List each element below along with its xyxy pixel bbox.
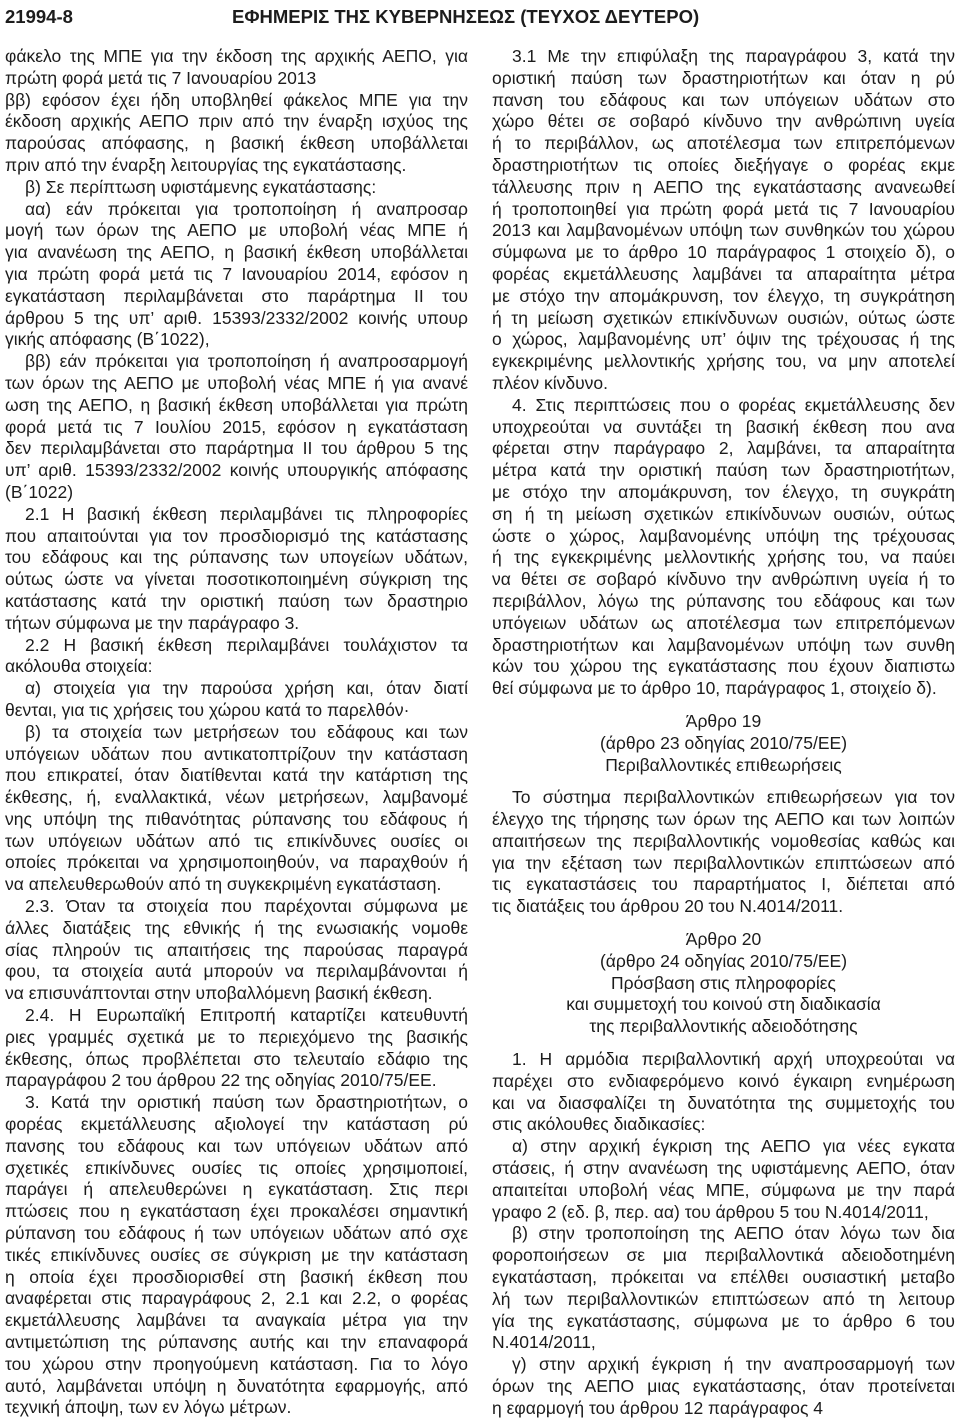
paragraph	[5, 1005, 468, 1092]
text-line: β) στην τροποποίηση της ΑΕΠΟ όταν λόγω των δια	[512, 1223, 955, 1244]
text-line: 2.3. Όταν τα στοιχεία που παρέχονται σύμφωνα με	[25, 896, 468, 917]
paragraph	[5, 351, 468, 504]
article-heading	[492, 929, 955, 1038]
paragraph	[5, 1092, 468, 1419]
text-line: να επισυνάπτονται στην υποβαλλόμενη βασική έκθεση.	[5, 983, 433, 1004]
text-line: νης υπόψη της πιθανότητας ρύπανσης του εδάφους ή	[5, 808, 468, 829]
text-line: περιβάλλον, λόγω της ρύπανσης του εδάφους και των	[492, 590, 955, 611]
text-line: χώρο θέτει σε σοβαρό κίνδυνο την ανθρώπινη υγεία	[492, 111, 955, 132]
text-line: πανση του εδάφους και των υπόγειων υδάτων στο	[492, 89, 955, 110]
text-line: στάσεις, ή στην ανανέωση της υφιστάμενης ΑΕΠΟ, όταν	[492, 1158, 955, 1179]
text-line: 2.2 Η βασική έκθεση περιλαμβάνει τουλάχιστον τα	[25, 634, 468, 655]
text-line: με στόχο την απομάκρυνση, τον έλεγχο, τη συγκράτηση	[492, 285, 955, 306]
text-line: α) στοιχεία για την παρούσα χρήση και, όταν διατί	[25, 678, 468, 699]
paragraph	[5, 722, 468, 896]
text-line: φορέας εκμετάλλευσης αξιολογεί την κατάσταση ρύ	[5, 1114, 468, 1135]
text-line: και να διασφαλίζει τη δυνατότητα της συμμετοχής του	[492, 1092, 955, 1113]
text-line: λή των περιβαλλοντικών επιπτώσεων από τη λειτουρ	[492, 1288, 955, 1309]
text-line: εγκατάσταση περιλαμβάνεται στο παράρτημα ΙΙ του	[5, 285, 468, 306]
text-line: (Β΄1022)	[5, 481, 74, 502]
text-line: φορέας εκμετάλλευσης λαμβάνει τα απαραίτητα μέτρα	[492, 263, 955, 284]
text-line: ή τη μείωση σχετικών επικίνδυνων ουσιών, ούτως ώστε	[492, 307, 955, 328]
paragraph	[5, 896, 468, 1005]
text-line: τήτων σύμφωνα με την παράγραφο 3.	[5, 612, 300, 633]
text-line: να απελευθερωθούν από τη συγκεκριμένη εγκατάσταση.	[5, 874, 442, 895]
text-line: γικής απόφασης (Β΄1022),	[5, 329, 210, 350]
paragraph	[492, 1223, 955, 1354]
page-number: 21994-8	[5, 6, 73, 27]
text-line: άρθρου 5 της υπ’ αριθ. 15393/2332/2002 κοινής υπουρ	[5, 307, 468, 328]
text-line: φορά μετά τις 7 Ιουλίου 2015, εφόσον η εγκατάσταση	[5, 416, 468, 437]
text-line: α) στην αρχική έγκριση της ΑΕΠΟ για νέες εγκατα	[512, 1136, 955, 1157]
heading-line: (άρθρο 24 οδηγίας 2010/75/ΕΕ)	[599, 950, 848, 971]
text-line: παρούσας απόφασης, η βασική έκθεση υποβάλλεται	[5, 133, 468, 154]
text-line: κών του χώρου της εγκατάστασης που έχουν διαπιστω	[492, 656, 955, 677]
text-line: δραστηριοτήτων και λαμβανομένων υπόψη των συνθη	[492, 634, 955, 655]
text-line: για την εξέταση των περιβαλλοντικών επιπτώσεων από	[492, 852, 955, 873]
text-line: αα) εάν πρόκειται για τροποποίηση ή αναπροσαρ	[25, 198, 468, 219]
text-line: έκδοση αρχικής ΑΕΠΟ πριν από την έναρξη ισχύος της	[5, 111, 468, 132]
text-line: 3. Κατά την οριστική παύση των δραστηριοτήτων, ο	[25, 1092, 468, 1113]
text-line: των όρων της ΑΕΠΟ με υποβολή νέας ΜΠΕ ή για ανανέ	[5, 372, 468, 393]
text-line: εκμετάλλευσης λαμβάνει τα αναγκαία μέτρα για την	[5, 1310, 468, 1331]
text-line: τάλλευσης πριν η ΑΕΠΟ της εγκατάστασης ανανεωθεί	[492, 176, 955, 197]
text-line: στις ακόλουθες διαδικασίες:	[492, 1114, 706, 1135]
text-line: β) Σε περίπτωση υφιστάμενης εγκατάστασης:	[25, 176, 377, 197]
paragraph	[492, 395, 955, 700]
text-line: που επικρατεί, όταν διατίθενται κατά την κατάρτιση της	[5, 765, 468, 786]
heading-line: Άρθρο 20	[685, 929, 762, 950]
text-line: υπόγειων υδάτων που αντικατοπτρίζουν την κατάσταση	[5, 743, 468, 764]
heading-line: Πρόσβαση στις πληροφορίες	[610, 972, 836, 993]
heading-line: Άρθρο 19	[685, 710, 762, 731]
paragraph	[492, 46, 955, 395]
text-line: σχετικές επικίνδυνες ουσίες τις οποίες χρησιμοποιεί,	[5, 1157, 468, 1178]
text-line: 1. Η αρμόδια περιβαλλοντική αρχή υποχρεούται να	[512, 1049, 955, 1070]
text-line: 2013 και λαμβανομένων υπόψη των συνθηκών του χώρου	[492, 220, 955, 241]
text-line: φάκελο της ΜΠΕ για την έκδοση της αρχικής ΑΕΠΟ, για	[5, 46, 468, 66]
text-line: του χώρου στην προηγούμενη κατάσταση. Για το λόγο	[5, 1353, 468, 1374]
text-line: δραστηριοτήτων τις οποίες διεξήγαγε ο φορέας εκμε	[492, 154, 955, 175]
text-line: θεί σύμφωνα με το άρθρο 10, παράγραφος 1, στοιχείο δ).	[492, 678, 937, 699]
text-line: ο χώρος, λαμβανομένης υπ’ όψιν της τρέχουσας ή της	[492, 329, 955, 350]
paragraph	[492, 1354, 955, 1419]
text-line: πριν από την έναρξη λειτουργίας της εγκατάστασης.	[5, 154, 407, 175]
text-line: να θέτει σε σοβαρό κίνδυνο την ανθρώπινη υγεία ή το	[492, 569, 955, 590]
text-line: τις διατάξεις του άρθρου 20 του Ν.4014/2011.	[492, 896, 844, 917]
text-line: δεν περιλαμβάνεται στο παράρτημα ΙΙ του άρθρου 5 της	[5, 438, 468, 459]
text-line: πτώσεις που η εγκατάσταση έχει προκαλέσει σημαντική	[5, 1201, 468, 1222]
paragraph	[492, 1049, 955, 1136]
text-line: τικές επικίνδυνες ουσίες σε σύγκριση με την κατάσταση	[5, 1244, 468, 1265]
text-line: υποχρεούται να συντάξει τη βασική έκθεση που ανα	[492, 416, 955, 437]
text-line: ριες γραμμές σχετικά με το περιεχόμενο της βασικής	[5, 1026, 468, 1047]
left-text-column	[5, 46, 468, 1419]
text-line: του εδάφους και της ρύπανσης των υπογείων υδάτων,	[5, 547, 468, 568]
paragraph	[5, 504, 468, 635]
text-line: τεχνική άποψη, των εν λόγω μέτρων.	[5, 1397, 292, 1418]
text-line: εγκατάσταση, πρόκειται να επέλθει ουσιαστική μεταβο	[492, 1267, 955, 1288]
paragraph	[5, 678, 468, 722]
text-line: η εφαρμογή του άρθρου 12 παράγραφος 4	[492, 1397, 824, 1418]
gazette-title: ΕΦΗΜΕΡΙΣ ΤΗΣ ΚΥΒΕΡΝΗΣΕΩΣ (ΤΕΥΧΟΣ ΔΕΥΤΕΡΟ)	[232, 6, 700, 27]
text-line: για ανανέωση της ΑΕΠΟ, η βασική έκθεση υποβάλλεται	[5, 242, 468, 263]
paragraph	[492, 1136, 955, 1223]
text-line: γραφο 2 (εδ. β, περ. αα) του άρθρου 5 του Ν.4014/2011,	[492, 1201, 929, 1222]
text-line: πανσης του εδάφους και των υπόγειων υδάτων από	[5, 1135, 468, 1156]
text-line: ωση της ΑΕΠΟ, η βασική έκθεση υποβάλλεται για πρώτη	[5, 394, 468, 415]
running-header	[0, 5, 960, 29]
text-line: η οποία έχει προσδιορισθεί στη βασική έκθεση που	[5, 1266, 468, 1287]
text-line: πρώτη φορά μετά τις 7 Ιανουαρίου 2013	[5, 67, 317, 88]
text-line: αντιμετώπιση της ρύπανσης αυτής και την επαναφορά	[5, 1332, 468, 1353]
paragraph	[5, 199, 468, 352]
text-line: ρύπανση του εδάφους ή των υπόγειων υδάτων από σχε	[5, 1223, 468, 1244]
text-line: 4. Στις περιπτώσεις που ο φορέας εκμετάλλευσης δεν	[512, 394, 955, 415]
paragraph	[5, 90, 468, 177]
text-line: γ) στην αρχική έγκριση ή την αναπροσαρμογή των	[512, 1354, 955, 1375]
text-line: σίας πληρούν τις απαιτήσεις της παρούσας παραγρά	[5, 939, 468, 960]
text-line: έλεγχο της τήρησης των όρων της ΑΕΠΟ και των λοιπών	[492, 809, 955, 830]
text-line: φου, τα στοιχεία αυτά μπορούν να περιλαμβάνονται ή	[5, 961, 468, 982]
paragraph	[5, 46, 468, 90]
text-line: σύμφωνα με το άρθρο 10 παράγραφος 1 στοιχείο δ), ο	[492, 242, 955, 263]
text-line: των υπόγειων υδάτων από τις επικίνδυνες ουσίες οι	[5, 830, 468, 851]
heading-line: και συμμετοχή του κοινού στη διαδικασία	[566, 994, 881, 1015]
text-line: παρέχει στο ενδιαφερόμενο κοινό έγκαιρη ενημέρωση	[492, 1070, 955, 1091]
text-line: υπ’ αριθ. 15393/2332/2002 κοινής υπουργικής απόφασης	[5, 460, 468, 481]
paragraph	[492, 787, 955, 918]
text-line: μογή των όρων της ΑΕΠΟ με υποβολή νέας ΜΠΕ ή	[5, 220, 468, 241]
text-line: απαιτείται υποβολή νέας ΜΠΕ, σύμφωνα με την παρά	[492, 1179, 955, 1200]
text-line: αυτό, λαμβάνεται υπόψη η δυνατότητα εφαρμογής, από	[5, 1375, 468, 1396]
text-line: οριστική παύση των δραστηριοτήτων και όταν η ρύ	[492, 67, 955, 88]
paragraph	[5, 177, 468, 199]
heading-line: Περιβαλλοντικές επιθεωρήσεις	[605, 754, 842, 775]
text-line: άλλες διατάξεις της εθνικής ή της ενωσιακής νομοθε	[5, 917, 468, 938]
right-text-column	[492, 46, 955, 1420]
text-line: εγκεκριμένης μελλοντικής χρήσης του, να μην αποτελεί	[492, 351, 955, 372]
text-line: με στόχο την απομάκρυνση, τον έλεγχο, τη συγκράτη	[492, 481, 955, 502]
article-heading	[492, 711, 955, 776]
text-line: 3.1 Με την επιφύλαξη της παραγράφου 3, κατά την	[512, 46, 955, 66]
text-line: οποίες πρόκειται να χρησιμοποιηθούν, να παραχθούν ή	[5, 852, 468, 873]
text-line: φοροποιήσεων σε μια περιβαλλοντικά αδειοδοτημένη	[492, 1245, 955, 1266]
text-line: 2.4. Η Ευρωπαϊκή Επιτροπή καταρτίζει κατευθυντή	[25, 1005, 468, 1026]
text-line: β) τα στοιχεία των μετρήσεων του εδάφους και των	[25, 721, 468, 742]
text-line: Ν.4014/2011,	[492, 1332, 596, 1353]
text-line: έκθεσης, όπως προβλέπεται στο τελευταίο εδάφιο της	[5, 1048, 468, 1069]
text-line: ση ή τη μείωση σχετικών επικίνδυνων ουσιών, ούτως	[492, 503, 955, 524]
text-line: απαιτήσεων της περιβαλλοντικής νομοθεσίας καθώς και	[492, 830, 955, 851]
text-line: τις εγκαταστάσεις του παραρτήματος Ι, διέπεται από	[492, 874, 955, 895]
text-line: ββ) εφόσον έχει ήδη υποβληθεί φάκελος ΜΠΕ για την	[5, 89, 468, 110]
text-line: για πρώτη φορά μετά τις 7 Ιανουαρίου 2014, εφόσον η	[5, 263, 468, 284]
text-line: ή της εγκεκριμένης μελλοντικής χρήσης του, να παύει	[492, 547, 955, 568]
text-line: έκθεσης, ή, εναλλακτικά, νέων μετρήσεων, λαμβανομέ	[5, 787, 468, 808]
text-line: γία της εγκατάστασης, σύμφωνα με το άρθρο 6 του	[492, 1310, 955, 1331]
text-line: θενται, για τις χρήσεις του χώρου κατά το παρελθόν·	[5, 699, 410, 720]
text-line: κατάστασης κατά την οριστική παύση των δραστηριο	[5, 590, 468, 611]
text-line: όρων της ΑΕΠΟ μιας εγκατάστασης, όταν προτείνεται	[492, 1376, 955, 1397]
text-line: ώστε ο χώρος, λαμβανομένης υπόψη της τρέχουσας	[492, 525, 955, 546]
text-line: πλέον κίνδυνο.	[492, 372, 609, 393]
text-line: μέτρα κατά την οριστική παύση των δραστηριοτήτων,	[492, 460, 955, 481]
text-line: παραγράφου 2 του άρθρου 22 της οδηγίας 2010/75/ΕΕ.	[5, 1070, 437, 1091]
text-line: ακόλουθα στοιχεία:	[5, 656, 153, 677]
text-line: ή τροποποιηθεί για πρώτη φορά μετά τις 7 Ιανουαρίου	[492, 198, 955, 219]
text-line: Το σύστημα περιβαλλοντικών επιθεωρήσεων για τον	[512, 787, 955, 808]
text-line: αναφέρεται στις παραγράφους 2, 2.1 και 2.2, ο φορέας	[5, 1288, 468, 1309]
text-line: που απαιτούνται για τον προσδιορισμό της κατάστασης	[5, 525, 468, 546]
text-line: ββ) εάν πρόκειται για τροποποίηση ή αναπροσαρμογή	[25, 351, 468, 372]
text-line: υπόγειων υδάτων ως αποτέλεσμα των επιτρεπόμενων	[492, 612, 955, 633]
text-line: ή το περιβάλλον, ως αποτέλεσμα των επιτρεπόμενων	[492, 133, 955, 154]
text-line: φέρεται στην παράγραφο 2, λαμβάνει, τα απαραίτητα	[492, 438, 955, 459]
text-line: ούτως ώστε να γίνεται ποσοτικοποιημένη σύγκριση της	[5, 569, 468, 590]
heading-line: της περιβαλλοντικής αδειοδότησης	[589, 1016, 858, 1037]
paragraph	[5, 635, 468, 679]
heading-line: (άρθρο 23 οδηγίας 2010/75/ΕΕ)	[599, 732, 848, 753]
text-line: 2.1 Η βασική έκθεση περιλαμβάνει τις πληροφορίες	[25, 503, 468, 524]
text-line: παράγει ή απελευθερώνει η εγκατάσταση. Στις περι	[5, 1179, 468, 1200]
